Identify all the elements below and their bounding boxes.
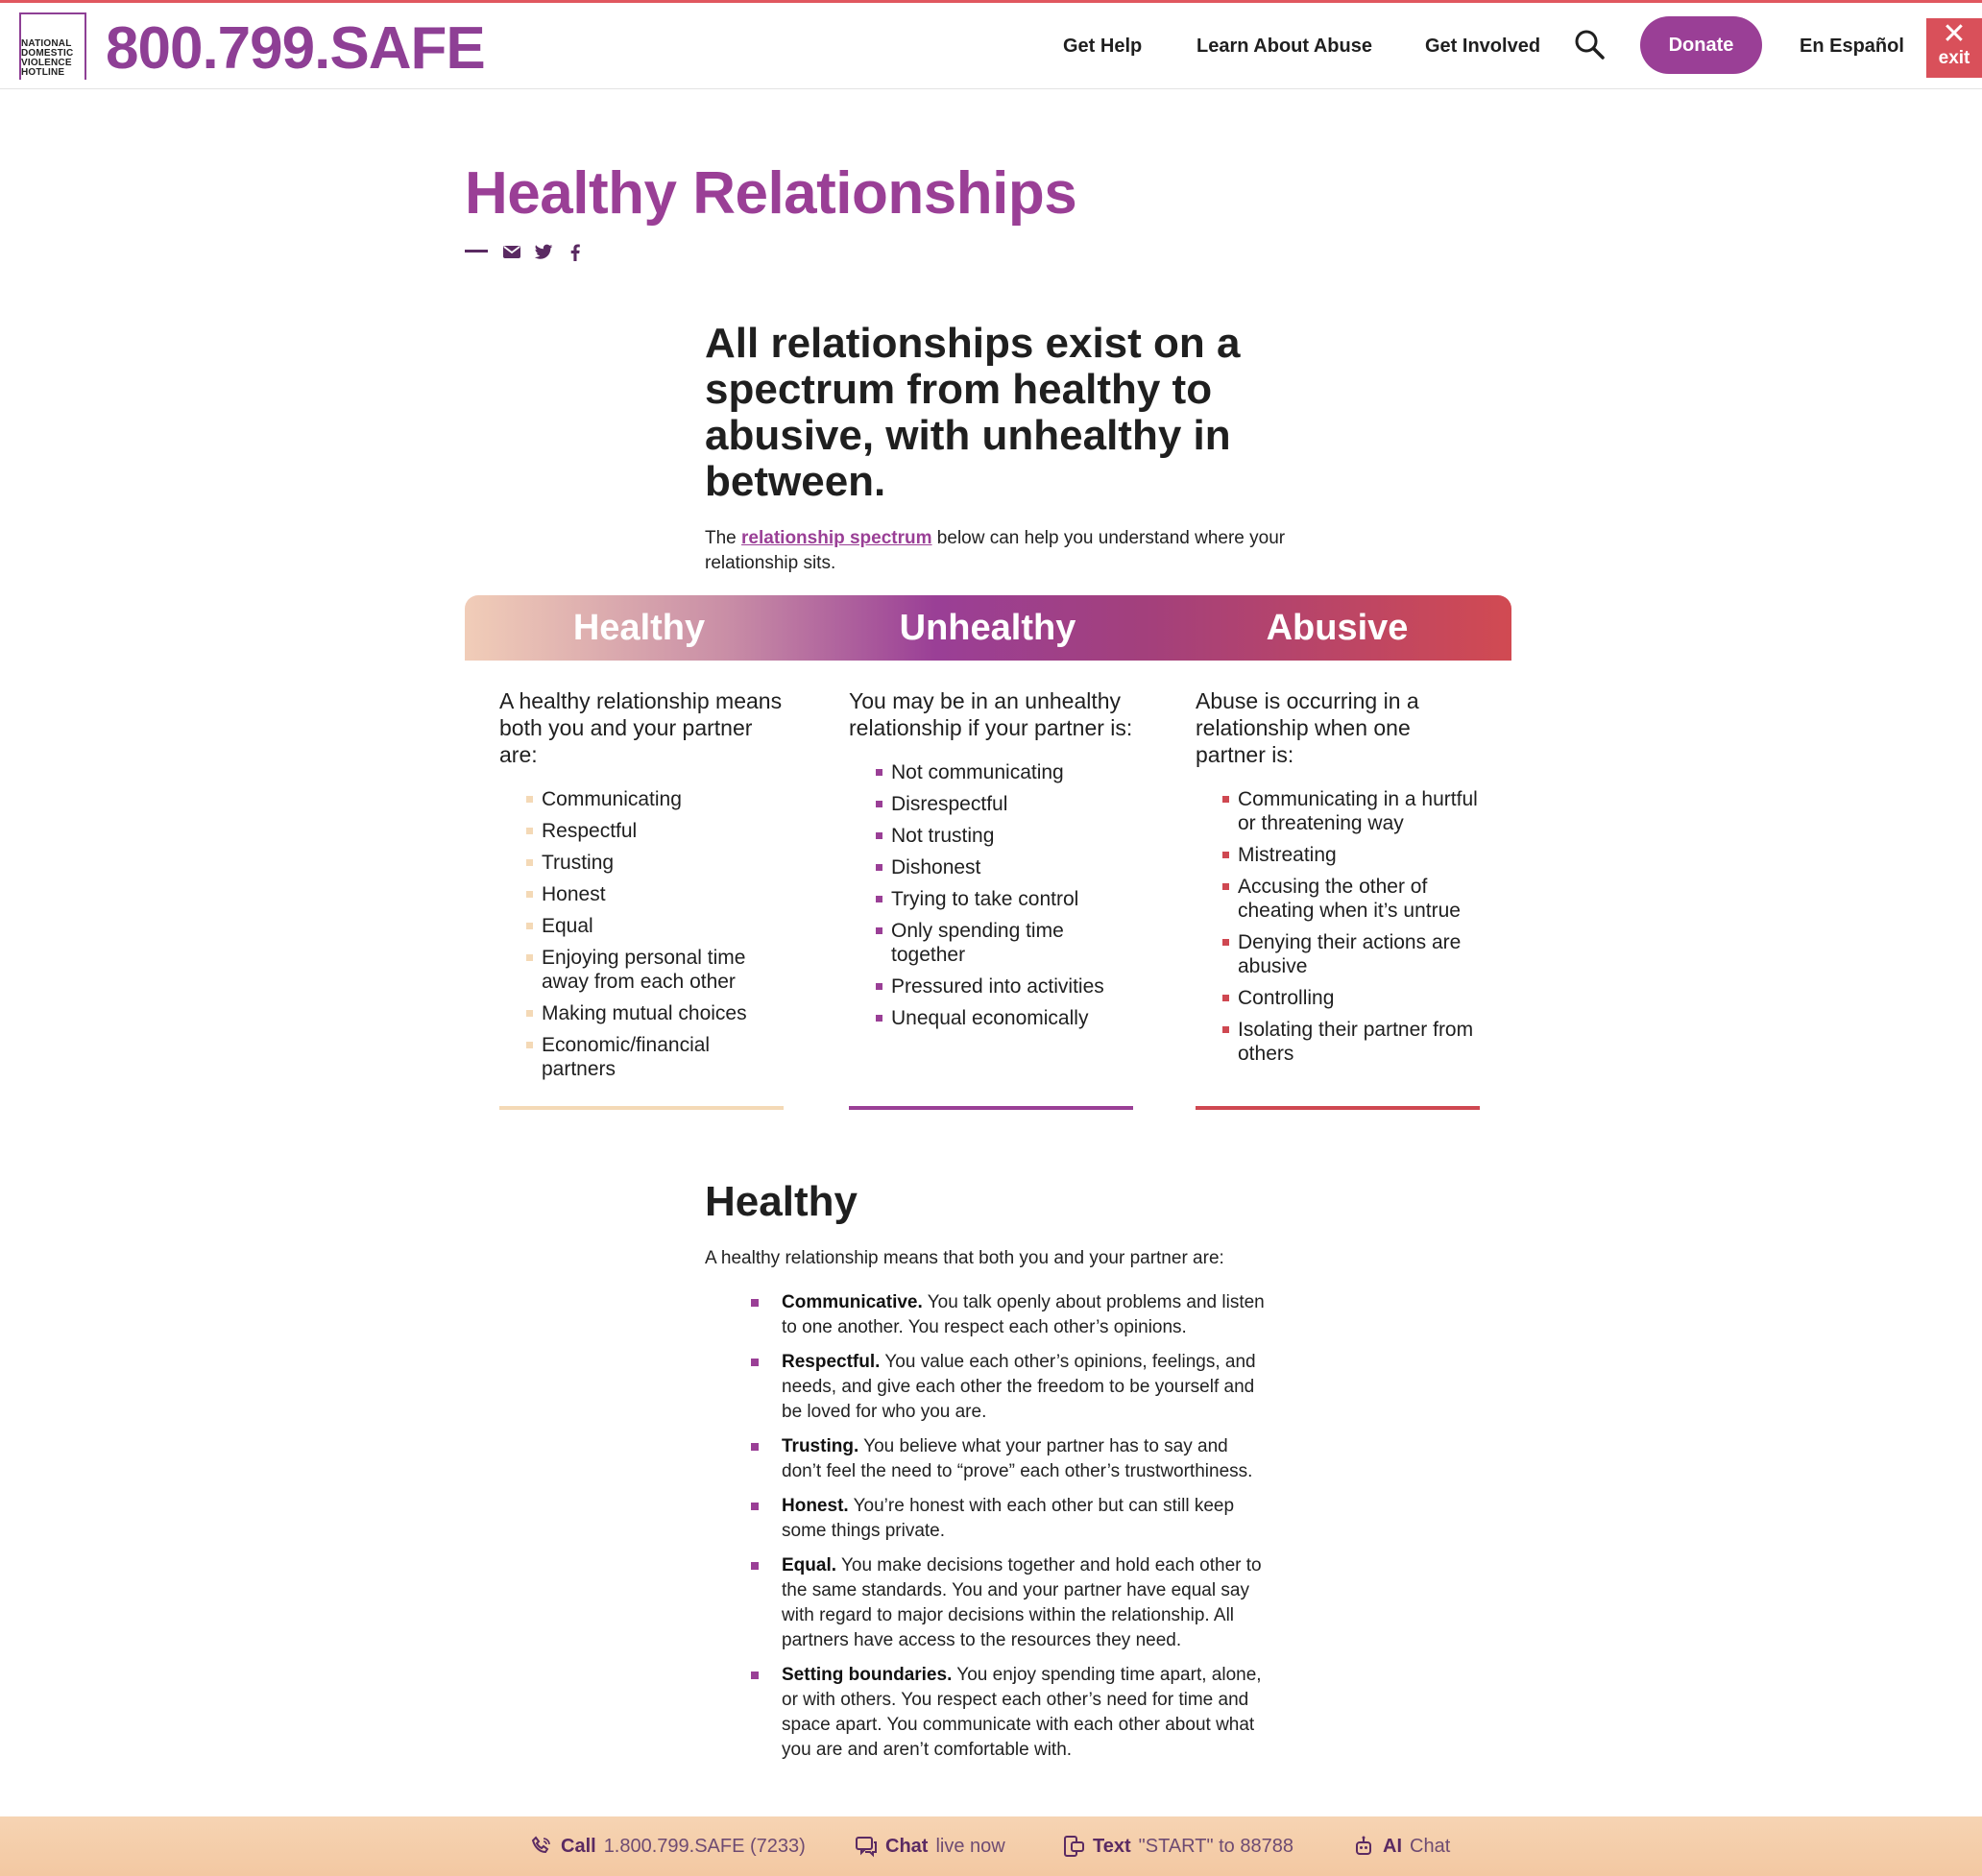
list-item-text: Equal bbox=[542, 915, 593, 937]
list-item-text: Only spending time together bbox=[891, 920, 1064, 966]
bullet-square bbox=[526, 1042, 533, 1048]
intro-heading: All relationships exist on a spectrum from healthy to abusive, with unhealthy in between. bbox=[705, 320, 1241, 505]
bullet-square bbox=[1222, 852, 1229, 858]
email-share-icon[interactable] bbox=[501, 241, 522, 262]
hotline-logo-text[interactable] bbox=[21, 39, 88, 78]
logo-line: VIOLENCE bbox=[21, 58, 72, 68]
list-item-text: Mistreating bbox=[1238, 844, 1337, 866]
list-item-term: Honest. bbox=[782, 1496, 849, 1516]
list-item-text: You value each other’s opinions, feelings, and needs, and give each other the freedom to be yourself and be loved for who you are. bbox=[782, 1352, 1256, 1422]
nav-learn-about-abuse[interactable]: Learn About Abuse bbox=[1196, 36, 1372, 57]
list-item bbox=[1222, 875, 1484, 923]
list-item bbox=[751, 1553, 1269, 1653]
list-item-text: Trusting bbox=[542, 852, 615, 874]
healthy-section-intro: A healthy relationship means that both you and your partner are: bbox=[705, 1248, 1224, 1268]
spectrum-label-unhealthy: Unhealthy bbox=[899, 608, 1076, 648]
quick-exit-button[interactable] bbox=[1926, 18, 1982, 78]
list-item bbox=[751, 1350, 1269, 1425]
call-detail: 1.800.799.SAFE (7233) bbox=[603, 1836, 806, 1857]
ai-chat-icon bbox=[1352, 1835, 1375, 1858]
bullet-square bbox=[876, 801, 882, 807]
ai-detail: Chat bbox=[1410, 1836, 1451, 1857]
bullet-square bbox=[876, 983, 882, 990]
healthy-list bbox=[499, 787, 787, 1081]
list-item-text: Pressured into activities bbox=[891, 975, 1104, 998]
bullet-square bbox=[876, 927, 882, 934]
abusive-column-rule bbox=[1196, 1106, 1480, 1110]
list-item bbox=[526, 882, 787, 906]
bullet-square bbox=[1222, 796, 1229, 803]
list-item-term: Setting boundaries. bbox=[782, 1665, 953, 1685]
text-label: Text bbox=[1093, 1836, 1131, 1857]
list-item bbox=[526, 851, 787, 875]
healthy-column bbox=[499, 687, 787, 1089]
list-item bbox=[876, 974, 1137, 998]
hotline-phone-number[interactable]: 800.799.SAFE bbox=[106, 15, 485, 82]
list-item-text: You talk openly about problems and listen to one another. You respect each other’s opinions. bbox=[782, 1292, 1265, 1337]
text-contact-option[interactable] bbox=[1062, 1834, 1293, 1859]
chat-detail: live now bbox=[935, 1836, 1005, 1857]
facebook-share-icon[interactable] bbox=[565, 241, 586, 262]
list-item-text: Disrespectful bbox=[891, 793, 1008, 815]
list-item-text: Accusing the other of cheating when it’s untrue bbox=[1238, 876, 1461, 922]
list-item-text: You believe what your partner has to say and don’t feel the need to “prove” each other’s trustworthiness. bbox=[782, 1436, 1253, 1481]
contact-bar bbox=[0, 1816, 1982, 1876]
phone-icon bbox=[530, 1835, 553, 1858]
list-item bbox=[876, 1006, 1137, 1030]
nav-get-help[interactable]: Get Help bbox=[1063, 36, 1143, 57]
unhealthy-list bbox=[849, 760, 1137, 1030]
bullet-square bbox=[1222, 939, 1229, 946]
bullet-square bbox=[526, 1010, 533, 1017]
list-item-text: Dishonest bbox=[891, 856, 981, 878]
list-item bbox=[526, 1033, 787, 1081]
list-item-term: Communicative. bbox=[782, 1292, 923, 1312]
text-message-icon bbox=[1062, 1835, 1085, 1858]
list-item bbox=[876, 760, 1137, 784]
list-item bbox=[526, 1001, 787, 1025]
list-item-text: Honest bbox=[542, 883, 606, 905]
intro-text: The bbox=[705, 528, 742, 548]
search-icon[interactable] bbox=[1573, 28, 1606, 60]
spanish-language-link[interactable]: En Español bbox=[1800, 36, 1904, 57]
intro-paragraph bbox=[705, 526, 1300, 576]
list-item bbox=[1222, 1018, 1484, 1066]
bullet-square bbox=[876, 769, 882, 776]
list-item-term: Respectful. bbox=[782, 1352, 881, 1372]
list-item-text: Unequal economically bbox=[891, 1007, 1089, 1029]
list-item-text: Trying to take control bbox=[891, 888, 1079, 910]
list-item-term: Equal. bbox=[782, 1555, 837, 1575]
list-item-text: You make decisions together and hold each other to the same standards. You and your partner have equal say with regard to major decisions within the relationship. All partners have access to the resources they need. bbox=[782, 1555, 1262, 1650]
healthy-column-rule bbox=[499, 1106, 784, 1110]
list-item bbox=[1222, 986, 1484, 1010]
close-icon: ✕ bbox=[1942, 18, 1967, 50]
list-item-text: You enjoy spending time apart, alone, or with others. You respect each other’s need for time and space apart. You communicate with each other about what you are and aren’t comfortable with. bbox=[782, 1665, 1262, 1760]
spectrum-label-abusive: Abusive bbox=[1266, 608, 1409, 648]
bullet-square bbox=[876, 1015, 882, 1022]
list-item bbox=[1222, 930, 1484, 978]
list-item-text: Controlling bbox=[1238, 987, 1335, 1009]
ai-chat-contact-option[interactable] bbox=[1352, 1834, 1450, 1859]
list-item-text: Communicating bbox=[542, 788, 682, 810]
list-item-text: Making mutual choices bbox=[542, 1002, 747, 1024]
site-header bbox=[0, 3, 1982, 89]
bullet-square bbox=[751, 1562, 759, 1570]
chat-contact-option[interactable] bbox=[855, 1834, 1005, 1859]
list-item-text: Economic/financial partners bbox=[542, 1034, 711, 1080]
bullet-square bbox=[876, 832, 882, 839]
unhealthy-column-rule bbox=[849, 1106, 1133, 1110]
list-item bbox=[876, 824, 1137, 848]
column-intro: Abuse is occurring in a relationship when one partner is: bbox=[1196, 688, 1419, 767]
bullet-square bbox=[1222, 995, 1229, 1001]
list-item bbox=[751, 1434, 1269, 1484]
bullet-square bbox=[751, 1359, 759, 1366]
twitter-share-icon[interactable] bbox=[533, 241, 554, 262]
logo-line: NATIONAL bbox=[21, 38, 72, 49]
bullet-square bbox=[751, 1672, 759, 1679]
list-item bbox=[526, 819, 787, 843]
column-intro: A healthy relationship means both you and your partner are: bbox=[499, 688, 783, 767]
bullet-square bbox=[876, 864, 882, 871]
list-item bbox=[526, 946, 787, 994]
list-item bbox=[751, 1663, 1269, 1763]
abusive-list bbox=[1196, 787, 1484, 1066]
bullet-square bbox=[751, 1299, 759, 1307]
nav-get-involved[interactable]: Get Involved bbox=[1425, 36, 1541, 57]
list-item bbox=[526, 914, 787, 938]
list-item bbox=[876, 919, 1137, 967]
list-item-text: Not communicating bbox=[891, 761, 1064, 783]
list-item bbox=[876, 887, 1137, 911]
list-item bbox=[1222, 843, 1484, 867]
list-item bbox=[1222, 787, 1484, 835]
healthy-section-heading: Healthy bbox=[705, 1178, 858, 1225]
page-title: Healthy Relationships bbox=[465, 160, 1077, 227]
bullet-square bbox=[751, 1443, 759, 1451]
intro-text: below can help you understand where your relationship sits. bbox=[705, 528, 1286, 573]
donate-button[interactable]: Donate bbox=[1640, 16, 1762, 74]
bullet-square bbox=[526, 954, 533, 961]
text-detail: "START" to 88788 bbox=[1138, 1836, 1293, 1857]
chat-icon bbox=[855, 1835, 878, 1858]
bullet-square bbox=[526, 859, 533, 866]
list-item bbox=[526, 787, 787, 811]
bullet-square bbox=[876, 896, 882, 902]
list-item-text: Isolating their partner from others bbox=[1238, 1019, 1474, 1065]
abusive-column bbox=[1196, 687, 1484, 1073]
chat-label: Chat bbox=[885, 1836, 929, 1857]
list-item-text: Respectful bbox=[542, 820, 638, 842]
bullet-square bbox=[526, 923, 533, 929]
unhealthy-column bbox=[849, 687, 1137, 1038]
bullet-square bbox=[526, 796, 533, 803]
bullet-square bbox=[1222, 883, 1229, 890]
spectrum-label-healthy: Healthy bbox=[572, 608, 706, 648]
list-item-text: You’re honest with each other but can still keep some things private. bbox=[782, 1496, 1235, 1541]
call-label: Call bbox=[561, 1836, 596, 1857]
bullet-square bbox=[526, 828, 533, 834]
divider bbox=[465, 250, 488, 253]
ai-label: AI bbox=[1383, 1836, 1402, 1857]
bullet-square bbox=[1222, 1026, 1229, 1033]
list-item-text: Denying their actions are abusive bbox=[1238, 931, 1462, 977]
list-item-term: Trusting. bbox=[782, 1436, 859, 1456]
list-item-text: Enjoying personal time away from each other bbox=[542, 947, 746, 993]
relationship-spectrum-link[interactable]: relationship spectrum bbox=[741, 528, 932, 548]
list-item-text: Not trusting bbox=[891, 825, 995, 847]
column-intro: You may be in an unhealthy relationship if your partner is: bbox=[849, 688, 1133, 740]
list-item bbox=[751, 1290, 1269, 1340]
list-item bbox=[876, 792, 1137, 816]
logo-line: HOTLINE bbox=[21, 67, 65, 78]
list-item bbox=[751, 1494, 1269, 1544]
bullet-square bbox=[526, 891, 533, 898]
bullet-square bbox=[751, 1503, 759, 1510]
list-item bbox=[876, 855, 1137, 879]
healthy-detail-list bbox=[751, 1290, 1269, 1772]
list-item-text: Communicating in a hurtful or threatening way bbox=[1238, 788, 1478, 834]
exit-label: exit bbox=[1938, 48, 1970, 68]
logo-line: DOMESTIC bbox=[21, 48, 74, 59]
call-contact-option[interactable] bbox=[530, 1834, 806, 1859]
